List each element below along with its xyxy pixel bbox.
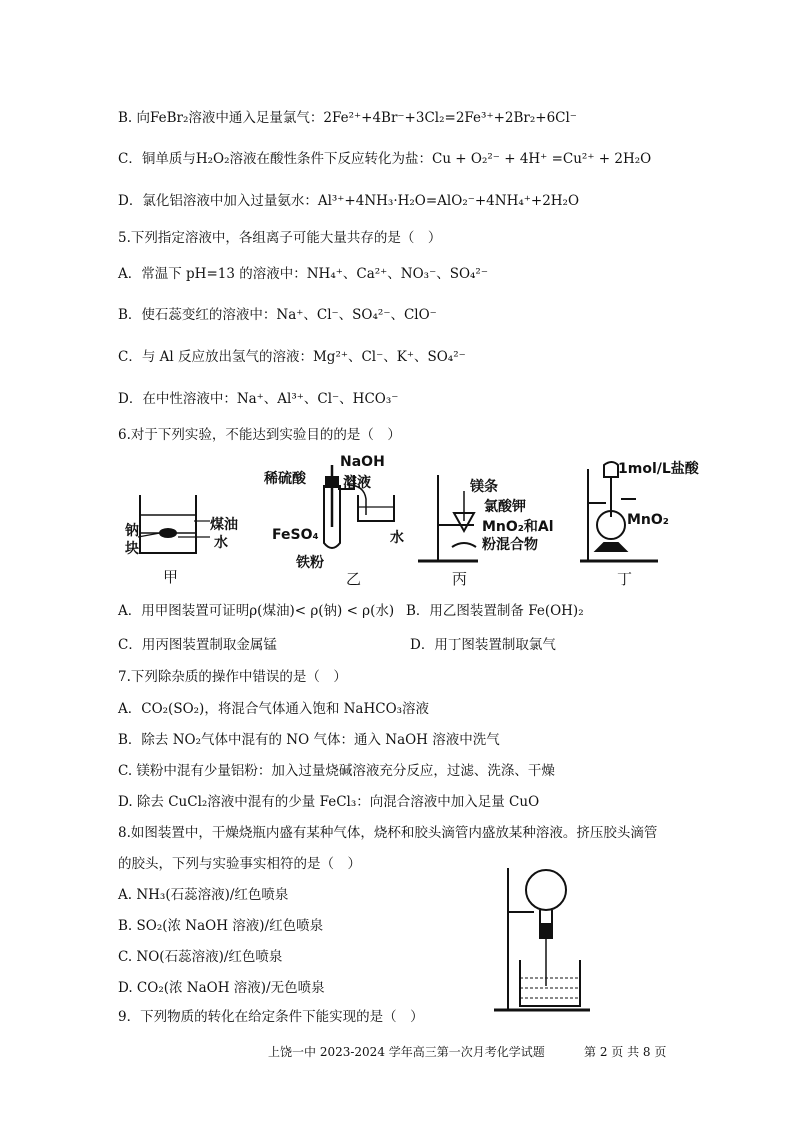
option-8b: B. SO₂(浓 NaOH 溶液)/红色喷泉: [118, 918, 324, 934]
page-number: 第 2 页 共 8 页: [584, 1045, 667, 1059]
option-6b: B．用乙图装置制备 Fe(OH)₂: [406, 603, 584, 619]
option-8c: C. NO(石蕊溶液)/红色喷泉: [118, 949, 283, 965]
label-dilute-sulfuric: 稀硫酸: [264, 471, 306, 487]
exam-footer-title: 上饶一中 2023-2024 学年高三第一次月考化学试题: [268, 1045, 545, 1059]
option-6c: C．用丙图装置制取金属锰: [118, 637, 277, 653]
label-powder-mix: 粉混合物: [482, 537, 538, 553]
question-5: 5.下列指定溶液中，各组离子可能大量共存的是（ ）: [118, 230, 442, 246]
label-kerosene: 煤油: [210, 517, 238, 533]
option-5b: B．使石蕊变红的溶液中：Na⁺、Cl⁻、SO₄²⁻、ClO⁻: [118, 307, 437, 323]
caption-bing: 丙: [452, 570, 468, 588]
caption-yi: 乙: [346, 570, 362, 588]
label-block: 块: [125, 541, 139, 557]
option-5a: A．常温下 pH=13 的溶液中：NH₄⁺、Ca²⁺、NO₃⁻、SO₄²⁻: [118, 266, 488, 282]
option-7b: B．除去 NO₂气体中混有的 NO 气体：通入 NaOH 溶液中洗气: [118, 732, 500, 748]
option-6d: D．用丁图装置制取氯气: [410, 637, 556, 653]
option-8d: D. CO₂(浓 NaOH 溶液)/无色喷泉: [118, 980, 325, 996]
caption-jia: 甲: [163, 568, 179, 586]
label-mno2-al: MnO₂和Al: [482, 519, 554, 535]
label-feso4: FeSO₄: [272, 527, 319, 543]
option-5d: D．在中性溶液中：Na⁺、Al³⁺、Cl⁻、HCO₃⁻: [118, 391, 399, 407]
label-sodium: 钠: [125, 523, 139, 539]
label-kclo3: 氯酸钾: [484, 499, 526, 515]
label-mno2: MnO₂: [627, 512, 669, 528]
label-naoh-solution: 溶液: [343, 475, 371, 491]
question-8: 8.如图装置中，干燥烧瓶内盛有某种气体，烧杯和胶头滴管内盛放某种溶液。挤压胶头滴管: [118, 825, 658, 841]
option-5c: C．与 Al 反应放出氢气的溶液：Mg²⁺、Cl⁻、K⁺、SO₄²⁻: [118, 349, 466, 365]
question-6: 6.对于下列实验，不能达到实验目的的是（ ）: [118, 427, 401, 443]
fountain-apparatus-figure: [490, 860, 600, 1020]
label-iron-powder: 铁粉: [296, 555, 324, 571]
option-7c: C. 镁粉中混有少量铝粉：加入过量烧碱溶液充分反应，过滤、洗涤、干燥: [118, 763, 555, 779]
label-naoh: NaOH: [340, 454, 385, 470]
question-7: 7.下列除杂质的操作中错误的是（ ）: [118, 669, 347, 685]
question-8-cont: 的胶头，下列与实验事实相符的是（ ）: [118, 856, 361, 872]
label-water-yi: 水: [390, 530, 404, 546]
label-mg-strip: 镁条: [470, 479, 498, 495]
option-4c: C．铜单质与H₂O₂溶液在酸性条件下反应转化为盐：Cu + O₂²⁻ + 4H⁺ =Cu²⁺ + 2H₂O: [118, 151, 652, 167]
option-4d: D．氯化铝溶液中加入过量氨水：Al³⁺+4NH₃·H₂O=AlO₂⁻+4NH₄⁺+2H₂O: [118, 193, 580, 209]
label-water-jia: 水: [214, 535, 228, 551]
option-6a: A．用甲图装置可证明ρ(煤油)< ρ(钠) < ρ(水): [118, 603, 395, 619]
experiment-figure-6: [118, 455, 698, 595]
option-8a: A. NH₃(石蕊溶液)/红色喷泉: [118, 887, 289, 903]
question-9: 9．下列物质的转化在给定条件下能实现的是（ ）: [118, 1009, 424, 1025]
option-7d: D. 除去 CuCl₂溶液中混有的少量 FeCl₃：向混合溶液中加入足量 CuO: [118, 794, 540, 810]
label-hcl: 1mol/L盐酸: [618, 461, 699, 477]
option-4b: B. 向FeBr₂溶液中通入足量氯气：2Fe²⁺+4Br⁻+3Cl₂=2Fe³⁺+2Br₂+6Cl⁻: [118, 110, 577, 126]
option-7a: A．CO₂(SO₂)，将混合气体通入饱和 NaHCO₃溶液: [118, 701, 430, 717]
caption-ding: 丁: [617, 570, 633, 588]
